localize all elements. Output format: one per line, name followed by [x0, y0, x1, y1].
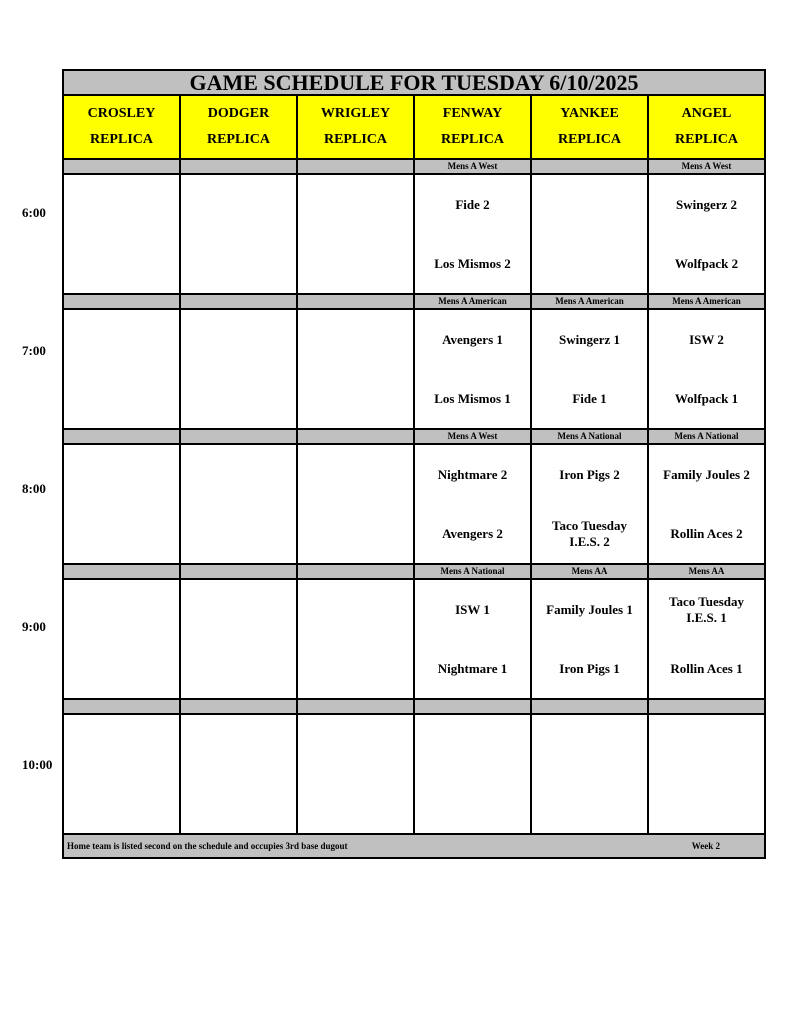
away-team: Iron Pigs 2	[559, 466, 620, 482]
division-label	[297, 429, 414, 444]
division-label	[648, 699, 765, 714]
division-label	[63, 294, 180, 309]
away-team	[181, 580, 296, 639]
home-team	[415, 774, 530, 833]
game-cell	[63, 309, 180, 429]
schedule-table	[62, 69, 766, 859]
division-label	[63, 699, 180, 714]
game-row	[63, 174, 765, 294]
division-label: Mens AA	[531, 564, 648, 579]
game-cell	[414, 444, 531, 564]
game-row	[63, 579, 765, 699]
game-cell	[180, 174, 297, 294]
home-team	[181, 774, 296, 833]
field-header-row	[63, 95, 765, 159]
away-team	[64, 580, 179, 639]
field-name: YANKEE	[560, 106, 619, 121]
away-team: Avengers 1	[442, 331, 503, 347]
division-row	[63, 294, 765, 309]
division-label	[63, 159, 180, 174]
division-label	[297, 159, 414, 174]
away-team: Fide 2	[455, 196, 490, 212]
footer-note: Home team is listed second on the schedule and occupies 3rd base dugout	[67, 841, 348, 851]
title-row	[63, 70, 765, 95]
division-label: Mens A National	[531, 429, 648, 444]
away-team: ISW 1	[455, 601, 490, 617]
division-label: Mens A National	[414, 564, 531, 579]
home-team	[532, 774, 647, 833]
field-header	[531, 95, 648, 159]
time-label-7: 7:00	[22, 343, 46, 358]
field-header	[414, 95, 531, 159]
game-cell	[531, 174, 648, 294]
field-sub: REPLICA	[89, 132, 153, 147]
home-team: Los Mismos 2	[434, 255, 511, 271]
away-team	[532, 715, 647, 774]
home-team	[64, 369, 179, 428]
home-team: Los Mismos 1	[434, 390, 511, 406]
home-team: Nightmare 1	[437, 660, 508, 676]
game-cell	[63, 174, 180, 294]
game-cell	[648, 444, 765, 564]
away-team: ISW 2	[689, 331, 724, 347]
away-team	[298, 310, 413, 369]
home-team: Rollin Aces 2	[670, 525, 743, 541]
away-team	[649, 715, 764, 774]
division-row	[63, 564, 765, 579]
home-team	[181, 234, 296, 293]
division-label	[180, 159, 297, 174]
time-label-8: 8:00	[22, 481, 46, 496]
division-label: Mens A American	[531, 294, 648, 309]
division-row	[63, 699, 765, 714]
home-team: Avengers 2	[442, 525, 503, 541]
field-sub: REPLICA	[557, 132, 621, 147]
away-team	[298, 445, 413, 504]
game-row	[63, 444, 765, 564]
game-cell	[414, 579, 531, 699]
page-title: GAME SCHEDULE FOR TUESDAY 6/10/2025	[63, 70, 765, 95]
game-cell	[531, 579, 648, 699]
away-team: Taco Tuesday I.E.S. 1	[668, 593, 745, 625]
away-team	[181, 310, 296, 369]
division-label	[297, 699, 414, 714]
home-team	[649, 774, 764, 833]
schedule-body	[63, 70, 765, 858]
division-label	[180, 564, 297, 579]
away-team	[181, 445, 296, 504]
game-cell	[180, 579, 297, 699]
footer-row	[63, 834, 765, 858]
field-header	[63, 95, 180, 159]
home-team	[181, 639, 296, 698]
division-label	[297, 564, 414, 579]
away-team	[298, 580, 413, 639]
time-label-10: 10:00	[22, 757, 53, 772]
home-team	[181, 504, 296, 563]
field-sub: REPLICA	[323, 132, 387, 147]
game-row	[63, 309, 765, 429]
game-cell	[297, 174, 414, 294]
footer-content	[64, 841, 764, 851]
division-label	[180, 429, 297, 444]
away-team: Nightmare 2	[437, 466, 508, 482]
footer	[63, 834, 765, 858]
game-cell	[297, 444, 414, 564]
field-sub: REPLICA	[674, 132, 738, 147]
game-cell	[531, 714, 648, 834]
away-team	[64, 310, 179, 369]
division-label: Mens A West	[648, 159, 765, 174]
game-cell	[297, 579, 414, 699]
home-team	[298, 639, 413, 698]
division-label: Mens A National	[648, 429, 765, 444]
field-name: ANGEL	[681, 106, 732, 121]
home-team	[298, 504, 413, 563]
game-cell	[63, 444, 180, 564]
away-team: Family Joules 2	[663, 466, 750, 482]
home-team	[298, 234, 413, 293]
away-team	[181, 715, 296, 774]
away-team	[64, 715, 179, 774]
field-header	[180, 95, 297, 159]
field-header	[297, 95, 414, 159]
division-label: Mens AA	[648, 564, 765, 579]
home-team	[64, 774, 179, 833]
game-cell	[63, 579, 180, 699]
home-team	[532, 234, 647, 293]
field-name: WRIGLEY	[320, 106, 391, 121]
game-row	[63, 714, 765, 834]
game-cell	[648, 309, 765, 429]
time-label-6: 6:00	[22, 205, 46, 220]
game-cell	[414, 309, 531, 429]
game-cell	[648, 579, 765, 699]
home-team: Fide 1	[572, 390, 607, 406]
home-team: Taco Tuesday I.E.S. 2	[551, 517, 628, 549]
field-sub: REPLICA	[440, 132, 504, 147]
week-label: Week 2	[691, 841, 720, 851]
game-cell	[180, 444, 297, 564]
division-row	[63, 159, 765, 174]
division-label	[63, 429, 180, 444]
home-team	[298, 369, 413, 428]
division-label	[63, 564, 180, 579]
game-cell	[63, 714, 180, 834]
home-team	[64, 504, 179, 563]
game-cell	[648, 714, 765, 834]
away-team: Swingerz 1	[558, 331, 621, 347]
game-cell	[297, 714, 414, 834]
away-team	[298, 175, 413, 234]
game-cell	[414, 174, 531, 294]
division-label	[297, 294, 414, 309]
home-team: Iron Pigs 1	[559, 660, 620, 676]
away-team: Swingerz 2	[675, 196, 738, 212]
time-label-9: 9:00	[22, 619, 46, 634]
home-team: Wolfpack 2	[674, 255, 739, 271]
away-team: Family Joules 1	[546, 601, 633, 617]
division-label	[180, 699, 297, 714]
game-cell	[531, 309, 648, 429]
division-label	[180, 294, 297, 309]
away-team	[64, 445, 179, 504]
away-team	[181, 175, 296, 234]
field-name: CROSLEY	[87, 106, 156, 121]
away-team	[64, 175, 179, 234]
division-row	[63, 429, 765, 444]
home-team	[64, 639, 179, 698]
away-team	[532, 175, 647, 234]
game-cell	[297, 309, 414, 429]
game-cell	[531, 444, 648, 564]
field-header	[648, 95, 765, 159]
game-cell	[414, 714, 531, 834]
division-label	[531, 699, 648, 714]
home-team	[64, 234, 179, 293]
division-label: Mens A West	[414, 429, 531, 444]
home-team: Rollin Aces 1	[670, 660, 743, 676]
home-team	[298, 774, 413, 833]
game-cell	[180, 309, 297, 429]
home-team	[181, 369, 296, 428]
division-label: Mens A American	[414, 294, 531, 309]
field-sub: REPLICA	[206, 132, 270, 147]
game-cell	[648, 174, 765, 294]
field-name: FENWAY	[442, 106, 503, 121]
home-team: Wolfpack 1	[674, 390, 739, 406]
field-name: DODGER	[207, 106, 270, 121]
division-label	[414, 699, 531, 714]
division-label: Mens A American	[648, 294, 765, 309]
division-label: Mens A West	[414, 159, 531, 174]
away-team	[298, 715, 413, 774]
away-team	[415, 715, 530, 774]
division-label	[531, 159, 648, 174]
game-cell	[180, 714, 297, 834]
